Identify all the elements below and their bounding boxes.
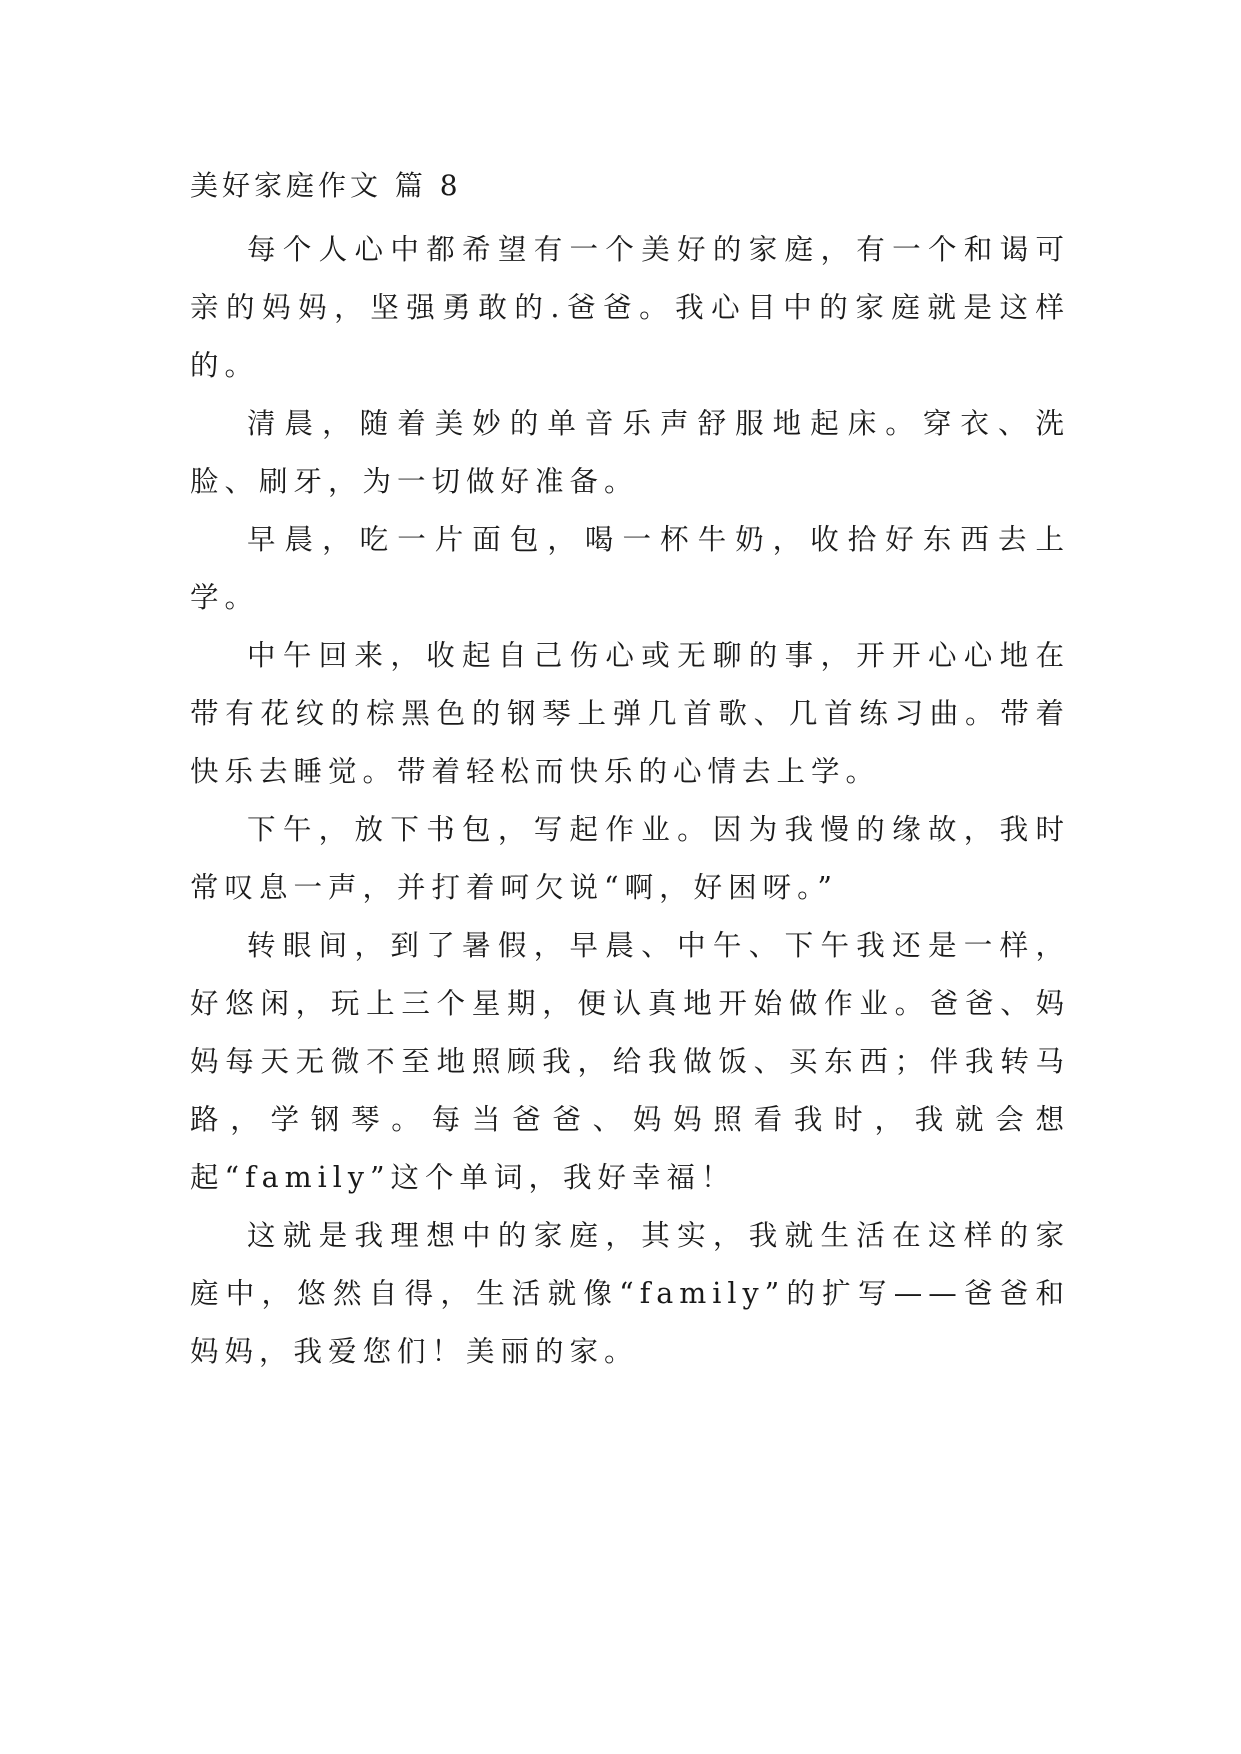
paragraph-3: 早晨，吃一片面包，喝一杯牛奶，收拾好东西去上学。 xyxy=(190,523,1070,614)
paragraph-5: 下午，放下书包，写起作业。因为我慢的缘故，我时常叹息一声，并打着呵欠说“啊，好困呀。” xyxy=(190,813,1070,904)
paragraph-4: 中午回来，收起自己伤心或无聊的事，开开心心地在带有花纹的棕黑色的钢琴上弹几首歌、几首练习曲。带着快乐去睡觉。带着轻松而快乐的心情去上学。 xyxy=(190,639,1070,788)
paragraph-6: 转眼间，到了暑假，早晨、中午、下午我还是一样，好悠闲，玩上三个星期，便认真地开始做作业。爸爸、妈妈每天无微不至地照顾我，给我做饭、买东西；伴我转马路，学钢琴。每当爸爸、妈妈照看我时，我就会想起“family”这个单词，我好幸福！ xyxy=(190,929,1070,1194)
document-title: 美好家庭作文 篇 8 xyxy=(190,169,462,202)
document-body xyxy=(190,165,1070,1381)
paragraph-1: 每个人心中都希望有一个美好的家庭，有一个和谒可亲的妈妈，坚强勇敢的.爸爸。我心目中的家庭就是这样的。 xyxy=(190,233,1070,382)
paragraph-7: 这就是我理想中的家庭，其实，我就生活在这样的家庭中，悠然自得，生活就像“family”的扩写——爸爸和妈妈，我爱您们！美丽的家。 xyxy=(190,1219,1070,1368)
paragraph-2: 清晨，随着美妙的单音乐声舒服地起床。穿衣、洗脸、刷牙，为一切做好准备。 xyxy=(190,407,1070,498)
